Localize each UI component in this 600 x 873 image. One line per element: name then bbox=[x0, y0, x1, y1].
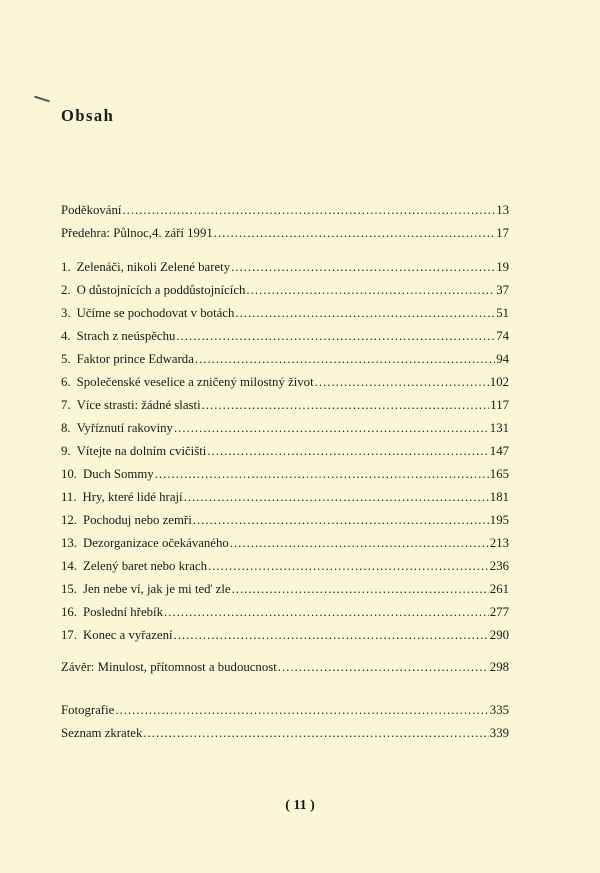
toc-entry-chapter[interactable] bbox=[61, 417, 509, 440]
toc-entry-label: Duch Sommy bbox=[83, 467, 154, 481]
toc-entry-chapter[interactable] bbox=[61, 486, 509, 509]
toc-entry-chapter[interactable] bbox=[61, 325, 509, 348]
toc-entry-chapter[interactable] bbox=[61, 601, 509, 624]
toc-entry-chapter[interactable] bbox=[61, 440, 509, 463]
dot-leader bbox=[232, 578, 489, 601]
toc-entry-chapter[interactable] bbox=[61, 256, 509, 279]
toc-entry-page: 181 bbox=[489, 490, 509, 504]
chapter-number: 10. bbox=[61, 467, 77, 481]
page-number: ( 11 ) bbox=[285, 798, 315, 813]
chapter-number: 4. bbox=[61, 329, 71, 343]
toc-entry-label: Seznam zkratek bbox=[61, 726, 143, 740]
toc-entry-photographs[interactable] bbox=[61, 699, 509, 722]
dot-leader bbox=[246, 279, 495, 302]
chapter-number: 8. bbox=[61, 421, 71, 435]
dot-leader bbox=[184, 486, 489, 509]
chapter-number: 1. bbox=[61, 260, 71, 274]
toc-entry-label: Faktor prince Edwarda bbox=[76, 352, 194, 366]
toc-entry-label: Jen nebe ví, jak je mi teď zle bbox=[83, 582, 231, 596]
toc-entry-label: Vítejte na dolním cvičišti bbox=[76, 444, 207, 458]
toc-entry-label: Strach z neúspěchu bbox=[76, 329, 176, 343]
chapter-number: 15. bbox=[61, 582, 77, 596]
chapter-number: 5. bbox=[61, 352, 71, 366]
dot-leader bbox=[230, 532, 489, 555]
chapter-number: 17. bbox=[61, 628, 77, 642]
toc-entry-label: Pochoduj nebo zemři bbox=[83, 513, 192, 527]
chapter-number: 14. bbox=[61, 559, 77, 573]
dot-leader bbox=[278, 656, 489, 679]
toc-entry-page: 102 bbox=[489, 375, 509, 389]
toc-entry-chapter[interactable] bbox=[61, 463, 509, 486]
toc-entry-chapter[interactable] bbox=[61, 371, 509, 394]
chapter-list bbox=[61, 256, 509, 647]
chapter-number: 9. bbox=[61, 444, 71, 458]
chapter-number: 3. bbox=[61, 306, 71, 320]
chapter-number: 12. bbox=[61, 513, 77, 527]
toc-entry-page: 335 bbox=[489, 703, 509, 717]
toc-entry-chapter[interactable] bbox=[61, 555, 509, 578]
toc-entry-label: Fotografie bbox=[61, 703, 115, 717]
dot-leader bbox=[207, 440, 488, 463]
toc-entry-conclusion[interactable] bbox=[61, 656, 509, 679]
toc-entry-label: Dezorganizace očekávaného bbox=[83, 536, 229, 550]
toc-entry-page: 117 bbox=[490, 398, 509, 412]
toc-entry-label: Závěr: Minulost, přítomnost a budoucnost bbox=[61, 660, 277, 674]
toc-entry-page: 277 bbox=[489, 605, 509, 619]
toc-entry-chapter[interactable] bbox=[61, 348, 509, 371]
toc-entry-label: Poslední hřebík bbox=[83, 605, 163, 619]
chapter-number: 11. bbox=[61, 490, 77, 504]
toc-entry-chapter[interactable] bbox=[61, 509, 509, 532]
toc-entry-chapter[interactable] bbox=[61, 624, 509, 647]
table-of-contents bbox=[61, 199, 509, 745]
dot-leader bbox=[155, 463, 489, 486]
toc-entry-label: Vyříznutí rakoviny bbox=[76, 421, 173, 435]
toc-entry-page: 195 bbox=[489, 513, 509, 527]
toc-entry-page: 236 bbox=[489, 559, 509, 573]
toc-entry-label: O důstojnících a poddůstojnících bbox=[76, 283, 246, 297]
dot-leader bbox=[176, 325, 495, 348]
toc-entry-abbreviations[interactable] bbox=[61, 722, 509, 745]
dot-leader bbox=[115, 699, 488, 722]
toc-entry-chapter[interactable] bbox=[61, 532, 509, 555]
toc-entry-page: 17 bbox=[496, 226, 509, 240]
dot-leader bbox=[174, 624, 489, 647]
toc-entry-label: Konec a vyřazení bbox=[83, 628, 173, 642]
toc-entry-label: Zelenáči, nikoli Zelené barety bbox=[76, 260, 231, 274]
chapter-number: 7. bbox=[61, 398, 71, 412]
dot-leader bbox=[202, 394, 490, 417]
toc-entry-page: 298 bbox=[489, 660, 509, 674]
toc-entry-acknowledgements[interactable] bbox=[61, 199, 509, 222]
toc-entry-page: 261 bbox=[489, 582, 509, 596]
toc-entry-page: 51 bbox=[496, 306, 509, 320]
toc-entry-page: 94 bbox=[496, 352, 509, 366]
toc-entry-label: Hry, které lidé hrají bbox=[82, 490, 183, 504]
dot-leader bbox=[122, 199, 495, 222]
toc-entry-page: 213 bbox=[489, 536, 509, 550]
toc-entry-label: Zelený baret nebo krach bbox=[83, 559, 207, 573]
pen-mark bbox=[34, 96, 50, 103]
page-title: Obsah bbox=[61, 106, 115, 125]
dot-leader bbox=[195, 348, 495, 371]
toc-entry-label: Společenské veselice a zničený milostný život bbox=[76, 375, 314, 389]
dot-leader bbox=[315, 371, 489, 394]
dot-leader bbox=[174, 417, 489, 440]
dot-leader bbox=[214, 222, 495, 245]
toc-entry-label: Více strasti: žádné slasti bbox=[76, 398, 201, 412]
toc-entry-chapter[interactable] bbox=[61, 302, 509, 325]
toc-entry-page: 131 bbox=[489, 421, 509, 435]
toc-entry-label: Učíme se pochodovat v botách bbox=[76, 306, 235, 320]
toc-entry-page: 19 bbox=[496, 260, 509, 274]
chapter-number: 16. bbox=[61, 605, 77, 619]
chapter-number: 2. bbox=[61, 283, 71, 297]
toc-entry-label: Poděkování bbox=[61, 203, 122, 217]
chapter-number: 13. bbox=[61, 536, 77, 550]
dot-leader bbox=[164, 601, 489, 624]
toc-entry-chapter[interactable] bbox=[61, 394, 509, 417]
toc-entry-page: 165 bbox=[489, 467, 509, 481]
dot-leader bbox=[231, 256, 495, 279]
toc-entry-chapter[interactable] bbox=[61, 279, 509, 302]
toc-entry-page: 13 bbox=[496, 203, 509, 217]
toc-entry-label: Předehra: Půlnoc,4. září 1991 bbox=[61, 226, 213, 240]
toc-entry-page: 290 bbox=[489, 628, 509, 642]
chapter-number: 6. bbox=[61, 375, 71, 389]
toc-entry-page: 74 bbox=[496, 329, 509, 343]
toc-entry-chapter[interactable] bbox=[61, 578, 509, 601]
dot-leader bbox=[193, 509, 489, 532]
toc-entry-page: 147 bbox=[489, 444, 509, 458]
toc-entry-prelude[interactable] bbox=[61, 222, 509, 245]
dot-leader bbox=[208, 555, 489, 578]
dot-leader bbox=[143, 722, 488, 745]
toc-entry-page: 339 bbox=[489, 726, 509, 740]
toc-entry-page: 37 bbox=[496, 283, 509, 297]
dot-leader bbox=[235, 302, 495, 325]
